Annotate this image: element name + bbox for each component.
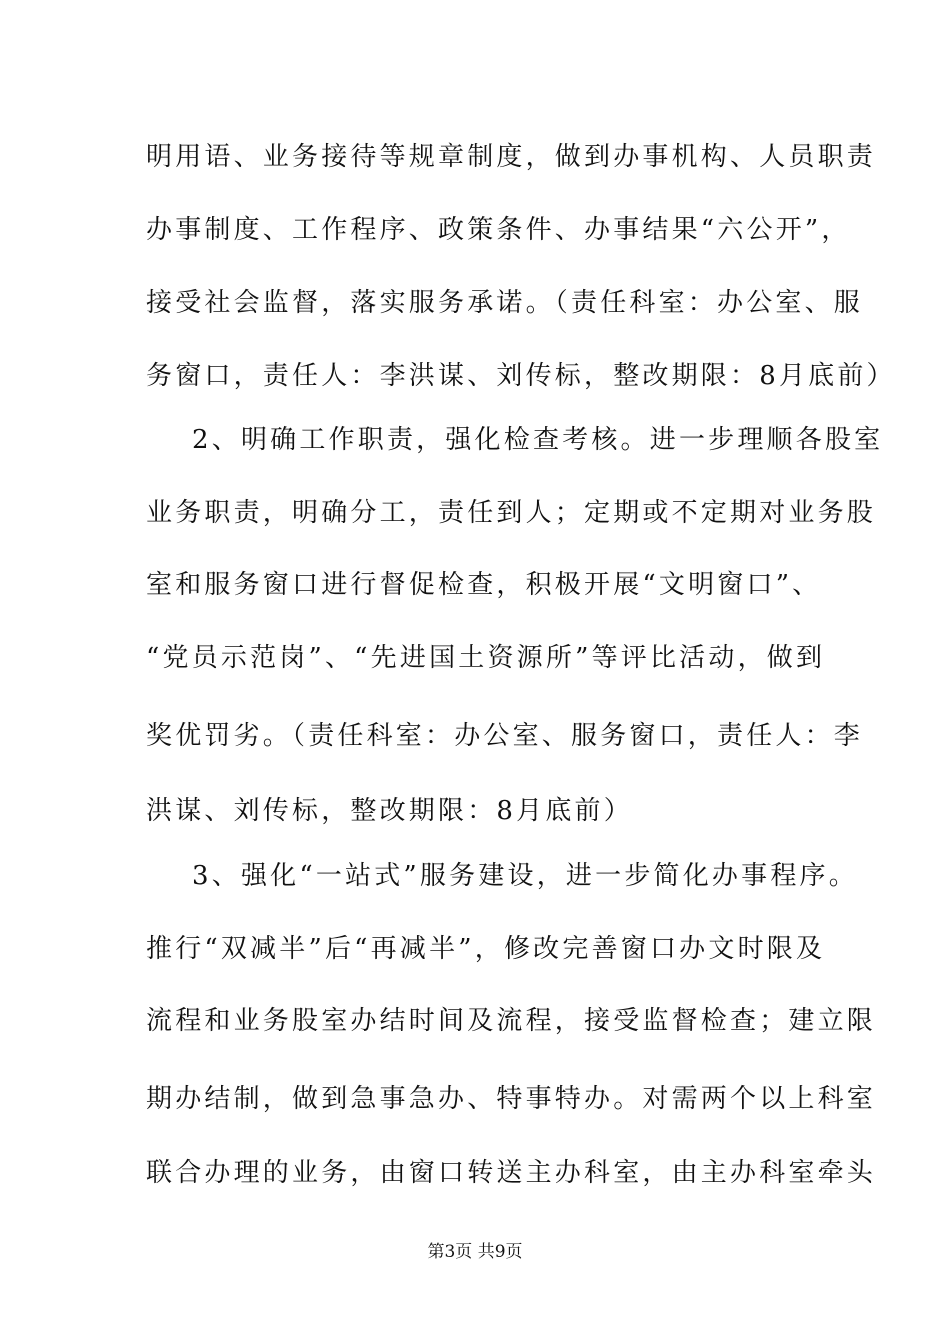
text-line: 业务职责，明确分工，责任到人；定期或不定期对业务股 (146, 498, 877, 528)
text-line: 办事制度、工作程序、政策条件、办事结果“六公开”， (146, 215, 851, 245)
paragraph-start-line: 2、明确工作职责，强化检查考核。进一步理顺各股室 (192, 425, 884, 455)
text-line: 洪谋、刘传标，整改期限：8月底前） (146, 796, 633, 826)
text-line: 期办结制，做到急事急办、特事特办。对需两个以上科室 (146, 1084, 877, 1114)
text-line: 奖优罚劣。（责任科室：办公室、服务窗口，责任人：李 (146, 721, 864, 751)
text-line: 推行“双减半”后“再减半”，修改完善窗口办文时限及 (146, 934, 826, 964)
text-line: 联合办理的业务，由窗口转送主办科室，由主办科室牵头 (146, 1158, 877, 1188)
text-line: 明用语、业务接待等规章制度，做到办事机构、人员职责 (146, 142, 877, 172)
text-line: 室和服务窗口进行督促检查，积极开展“文明窗口”、 (146, 570, 822, 600)
page-number-footer: 第3页 共9页 (427, 1242, 523, 1262)
text-line: 流程和业务股室办结时间及流程，接受监督检查；建立限 (146, 1006, 877, 1036)
paragraph-start-line: 3、强化“一站式”服务建设，进一步简化办事程序。 (192, 861, 858, 891)
text-line: 务窗口，责任人：李洪谋、刘传标，整改期限：8月底前） (146, 361, 896, 391)
text-line: 接受社会监督，落实服务承诺。（责任科室：办公室、服 (146, 288, 864, 318)
text-line: “党员示范岗”、“先进国土资源所”等评比活动，做到 (146, 643, 826, 673)
